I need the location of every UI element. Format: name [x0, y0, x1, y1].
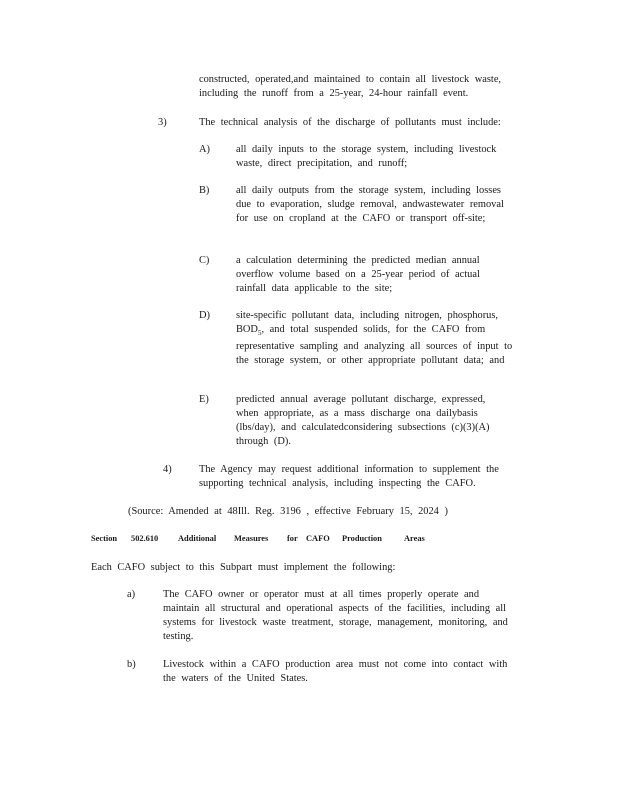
section-word-2: Measures: [234, 534, 269, 543]
item-a-marker: a): [127, 589, 136, 600]
item-4-marker: 4): [163, 464, 172, 475]
section-number: 502.610: [131, 534, 159, 543]
source-note: (Source: Amended at 48Ill. Reg. 3196 , effective February 15, 2024 ): [128, 506, 448, 517]
bod-subscript: 5: [257, 329, 262, 338]
section-word-6: Areas: [404, 534, 425, 543]
section-label: Section: [91, 534, 118, 543]
section-word-5: Production: [342, 534, 382, 543]
continued-paragraph: constructed, operated,and maintained to contain all livestock waste, including the runoff from a 25-year, 24-hour rainfall event.: [199, 74, 502, 99]
subitem-a-marker: A): [199, 144, 210, 155]
item-3-text: The technical analysis of the discharge of pollutants must include:: [199, 117, 501, 128]
intro-sentence: Each CAFO subject to this Subpart must implement the following:: [91, 562, 396, 573]
subitem-b-text: all daily outputs from the storage system, including losses due to evaporation, sludge removal, andwastewater removal for use on cropland at the CAFO or transport off-site;: [236, 185, 504, 224]
item-a-text: The CAFO owner or operator must at all times properly operate and maintain all structural and operational aspects of the facilities, including all systems for livestock waste treatment, storage, management, monitoring, and testing.: [163, 589, 508, 642]
item-3-marker: 3): [158, 117, 167, 128]
item-b-text: Livestock within a CAFO production area must not come into contact with the waters of the United States.: [163, 659, 508, 684]
subitem-d-text-a: site-specific pollutant data, including nitrogen, phosphorus, BOD: [236, 310, 499, 335]
item-b-marker: b): [127, 659, 136, 670]
subitem-c-marker: C): [199, 255, 210, 266]
subitem-d-text: [236, 309, 518, 368]
item-4-text: The Agency may request additional information to supplement the supporting technical analysis, including inspecting the CAFO.: [199, 464, 499, 489]
subitem-d-text-b: , and total suspended solids, for the CAFO from representative sampling and analyzing all sources of input to the storage system, or other appropriate pollutant data; and: [236, 324, 513, 367]
subitem-e-marker: E): [199, 394, 209, 405]
section-word-3: for: [287, 534, 298, 543]
subitem-c-text: a calculation determining the predicted median annual overflow volume based on a 25-year period of actual rainfall data applicable to the site;: [236, 255, 480, 294]
subitem-d-marker: D): [199, 310, 210, 321]
section-word-1: Additional: [178, 534, 217, 543]
section-word-4: CAFO: [306, 534, 330, 543]
subitem-e-text: predicted annual average pollutant discharge, expressed, when appropriate, as a mass discharge ona dailybasis (lbs/day), and calculatedconsidering subsections (c)(3)(A) through (D).: [236, 394, 490, 447]
subitem-a-text: all daily inputs to the storage system, including livestock waste, direct precipitation, and runoff;: [236, 144, 497, 169]
subitem-b-marker: B): [199, 185, 210, 196]
